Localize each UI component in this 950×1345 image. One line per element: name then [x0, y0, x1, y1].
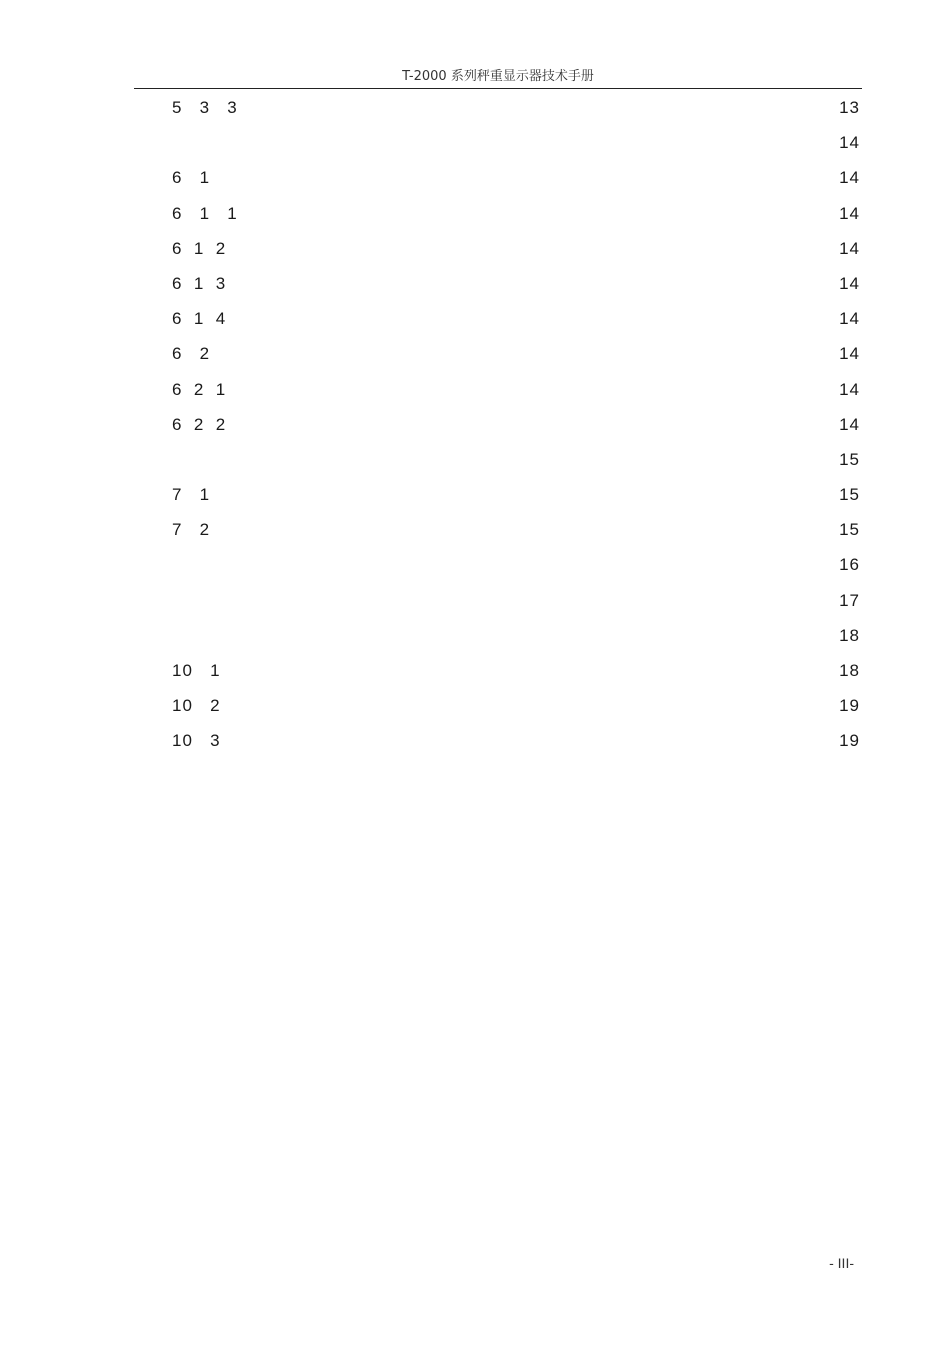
toc-row[interactable]: [172, 231, 860, 266]
toc-row[interactable]: [172, 372, 860, 407]
page-footer-number: - III-: [829, 1255, 854, 1271]
toc-row[interactable]: [172, 653, 860, 688]
page-number: 18: [839, 625, 860, 645]
toc-row[interactable]: [172, 547, 860, 582]
page-number: 14: [839, 414, 860, 434]
section-number: 6 1: [172, 168, 211, 188]
table-of-contents: [172, 90, 860, 759]
page-number: 16: [839, 555, 860, 575]
toc-row[interactable]: [172, 266, 860, 301]
page-number: 18: [839, 661, 860, 680]
toc-row[interactable]: [172, 477, 860, 512]
toc-row[interactable]: [172, 160, 860, 195]
toc-row[interactable]: [172, 407, 860, 442]
toc-row[interactable]: [172, 90, 860, 125]
page-number: 13: [839, 98, 860, 117]
section-number: 6 2 2: [172, 414, 227, 434]
toc-row[interactable]: [172, 336, 860, 371]
section-number: 6 1 2: [172, 238, 227, 258]
page-number: 17: [839, 590, 860, 610]
section-number: 5 3 3: [172, 98, 238, 117]
section-number: 10 1: [172, 661, 221, 680]
toc-row[interactable]: [172, 301, 860, 336]
toc-row[interactable]: [172, 125, 860, 160]
section-number: 10 3: [172, 731, 221, 751]
page-number: 15: [839, 485, 860, 505]
toc-row[interactable]: [172, 618, 860, 653]
page-number: 14: [839, 344, 860, 364]
page-number: 14: [839, 238, 860, 258]
page-number: 14: [839, 133, 860, 153]
section-number: 6 1 1: [172, 203, 238, 223]
section-number: 7 2: [172, 520, 211, 540]
section-number: 6 2 1: [172, 379, 227, 399]
toc-row[interactable]: [172, 723, 860, 758]
section-number: 6 1 3: [172, 273, 227, 293]
toc-row[interactable]: [172, 442, 860, 477]
page-number: 19: [839, 696, 860, 716]
toc-row[interactable]: [172, 583, 860, 618]
page-number: 19: [839, 731, 860, 751]
section-number: 6 1 4: [172, 309, 227, 329]
page-number: 14: [839, 379, 860, 399]
toc-row[interactable]: [172, 196, 860, 231]
page-number: 14: [839, 309, 860, 329]
section-number: 10 2: [172, 696, 221, 716]
page-number: 15: [839, 449, 860, 469]
page-number: 14: [839, 273, 860, 293]
toc-row[interactable]: [172, 512, 860, 547]
page-number: 14: [839, 203, 860, 223]
page-number: 14: [839, 168, 860, 188]
running-header: T-2000 系列秤重显示器技术手册: [134, 66, 862, 89]
page-number: 15: [839, 520, 860, 540]
section-number: 7 1: [172, 485, 211, 505]
toc-row[interactable]: [172, 688, 860, 723]
section-number: 6 2: [172, 344, 211, 364]
